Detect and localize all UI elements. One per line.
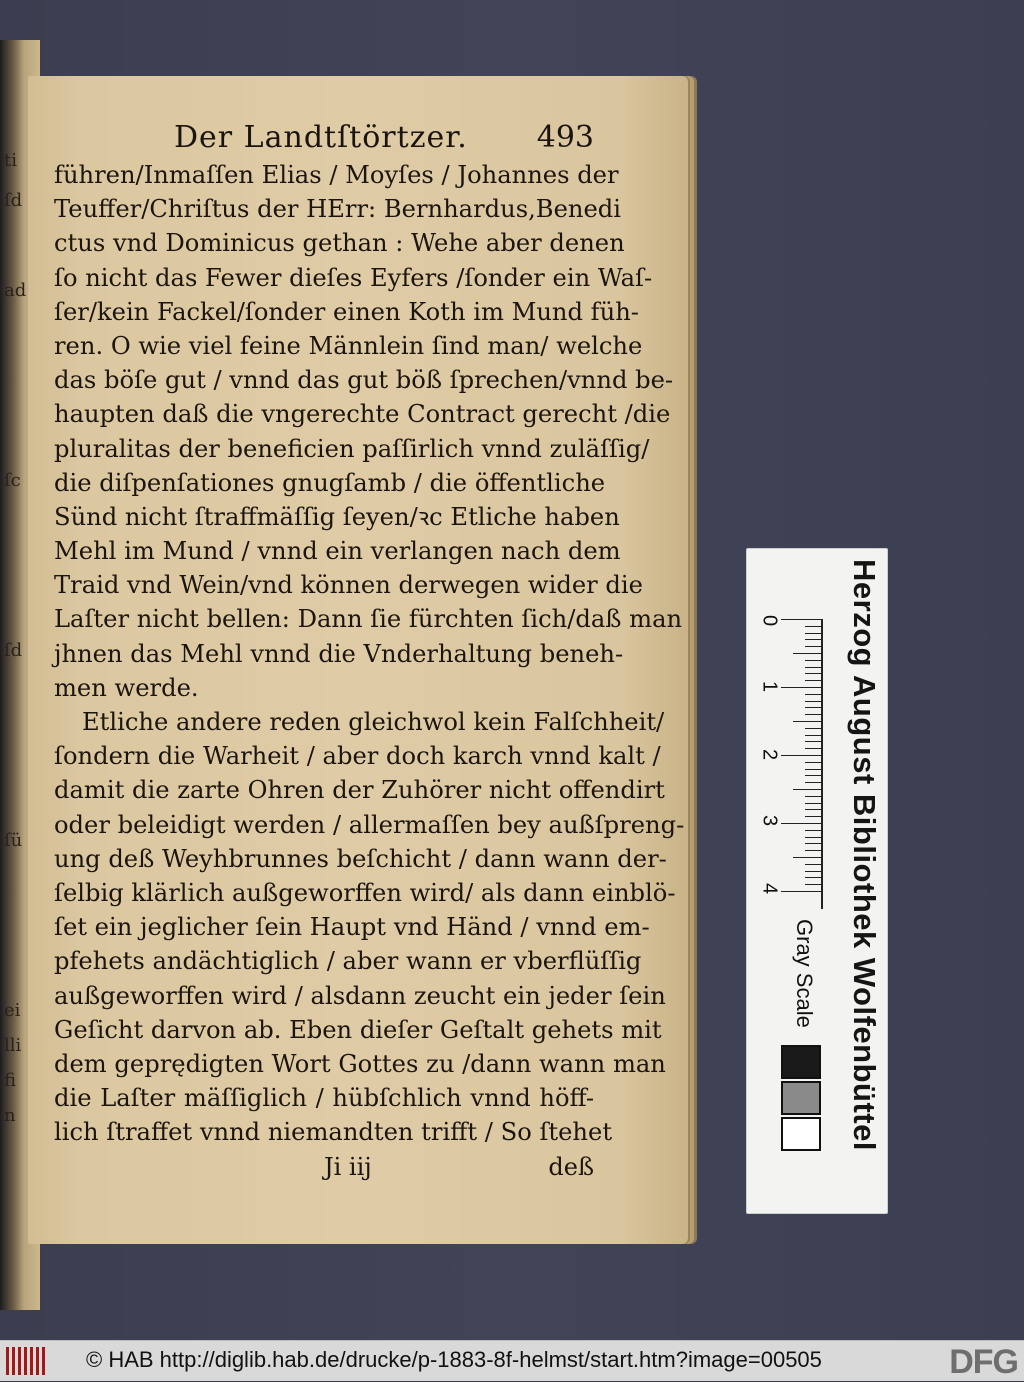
card-title-area bbox=[839, 559, 889, 1199]
ruler-tick bbox=[805, 714, 821, 715]
ruler-tick bbox=[805, 735, 821, 736]
edge-text-fragment: n bbox=[4, 1105, 16, 1126]
text-line: Traid vnd Wein/vnd können derwegen wider die bbox=[54, 571, 643, 600]
text-line: Mehl im Mund / vnnd ein verlangen nach dem bbox=[54, 537, 621, 566]
text-line: men werde. bbox=[54, 673, 199, 702]
ruler-tick bbox=[805, 748, 821, 749]
ruler-tick bbox=[805, 762, 821, 763]
text-line: ſo nicht das Fewer dieſes Eyfers /ſonder ein Waſ- bbox=[54, 263, 653, 292]
ruler-tick bbox=[805, 667, 821, 668]
text-line: außgeworffen wird / alsdann zeucht ein jeder ſein bbox=[54, 981, 666, 1010]
text-line: lich ſtraffet vnnd niemandten trifft / So ſtehet bbox=[54, 1118, 613, 1147]
text-line: ren. O wie viel feine Männlein ſind man/ welche bbox=[54, 331, 643, 360]
text-line: die diſpenſationes gnugſamb / die öffentliche bbox=[54, 468, 606, 497]
card-title: Herzog August Bibliothek Wolfenbüttel bbox=[847, 559, 882, 1151]
page-footer bbox=[54, 1153, 594, 1187]
running-head bbox=[54, 120, 594, 158]
ruler-tick bbox=[805, 843, 821, 844]
text-line: ung deß Weyhbrunnes beſchicht / dann wann der- bbox=[54, 844, 667, 873]
ruler-tick bbox=[781, 687, 821, 688]
ruler-tick bbox=[781, 619, 821, 620]
text-line: dem geprędigten Wort Gottes zu /dann wann man bbox=[54, 1049, 666, 1078]
text-line: ſelbig klärlich außgeworffen wird/ als dann einblö- bbox=[54, 878, 676, 907]
text-line: haupten daß die vngerechte Contract gerecht /die bbox=[54, 400, 671, 429]
text-line: Etliche andere reden gleichwol kein Falſchheit/ bbox=[82, 708, 665, 736]
running-title: Der Landtſtörtzer. bbox=[174, 120, 468, 155]
text-line: damit die zarte Ohren der Zuhörer nicht offendirt bbox=[54, 776, 665, 805]
ruler-tick bbox=[805, 877, 821, 878]
body-text bbox=[54, 158, 685, 1149]
ruler-tick bbox=[805, 646, 821, 647]
ruler-tick bbox=[793, 857, 821, 858]
text-line: die Laſter mäſſiglich / hübſchlich vnnd höff- bbox=[54, 1084, 594, 1113]
ruler-number: 3 bbox=[758, 814, 781, 827]
ruler-tick bbox=[793, 721, 821, 722]
cm-ruler bbox=[757, 609, 835, 909]
ruler-tick bbox=[805, 701, 821, 702]
ruler-number: 4 bbox=[758, 882, 781, 895]
text-line: oder beleidigt werden / allermaſſen bey außſpreng- bbox=[54, 810, 685, 839]
text-line: ſondern die Warheit / aber doch karch vnnd kalt / bbox=[54, 742, 661, 771]
ruler-tick bbox=[805, 680, 821, 681]
book-page bbox=[28, 76, 688, 1244]
text-line: ſet ein jeglicher ſein Haupt vnd Händ / vnnd em- bbox=[54, 913, 650, 942]
text-line: Sünd nicht ſtraffmäſſig ſeyen/ꝛc Etliche haben bbox=[54, 502, 620, 531]
ruler-number: 2 bbox=[758, 748, 781, 761]
text-line: jhnen das Mehl vnnd die Vnderhaltung beneh- bbox=[54, 639, 624, 668]
edge-text-fragment: fi bbox=[4, 1070, 17, 1091]
text-line: Geſicht darvon ab. Eben dieſer Geſtalt gehets mit bbox=[54, 1015, 662, 1044]
grayscale-label: Gray Scale bbox=[792, 919, 817, 1028]
ruler-tick bbox=[805, 864, 821, 865]
edge-text-fragment: ſü bbox=[4, 830, 23, 851]
page-number: 493 bbox=[536, 120, 594, 155]
ruler-tick bbox=[781, 823, 821, 824]
signature-mark: Ji iij bbox=[324, 1153, 372, 1182]
ruler-tick bbox=[805, 871, 821, 872]
edge-text-fragment: ti bbox=[4, 150, 17, 171]
ruler-tick bbox=[805, 673, 821, 674]
text-line: ſer/kein Fackel/ſonder einen Koth im Mund füh- bbox=[54, 297, 639, 326]
catchword: deß bbox=[548, 1153, 594, 1182]
scale-card bbox=[746, 548, 888, 1214]
edge-text-fragment: ad bbox=[4, 280, 27, 301]
edge-text-fragment: ſd bbox=[4, 190, 23, 211]
grayscale-swatch bbox=[781, 1081, 821, 1115]
ruler-tick bbox=[805, 830, 821, 831]
ruler-tick bbox=[793, 789, 821, 790]
text-line: ctus vnd Dominicus gethan : Wehe aber denen bbox=[54, 229, 625, 258]
ruler-number: 0 bbox=[758, 614, 781, 627]
text-line: pfehets andächtiglich / aber wann er vberflüſſig bbox=[54, 947, 642, 976]
viewer-footer bbox=[0, 1340, 1024, 1381]
ruler-tick bbox=[805, 633, 821, 634]
ruler-tick bbox=[805, 775, 821, 776]
text-line: pluralitas der beneficien paſſirlich vnnd zuläſſig/ bbox=[54, 434, 650, 463]
text-line: das böſe gut / vnnd das gut böß ſprechen/vnnd be- bbox=[54, 366, 674, 395]
ruler-number: 1 bbox=[758, 680, 781, 693]
ruler-tick bbox=[805, 707, 821, 708]
ruler-tick bbox=[805, 660, 821, 661]
ruler-tick bbox=[805, 837, 821, 838]
ruler-tick bbox=[805, 694, 821, 695]
ruler-tick bbox=[805, 796, 821, 797]
ruler-tick bbox=[793, 653, 821, 654]
text-line: Laſter nicht bellen: Dann ſie fürchten ſich/daß man bbox=[54, 605, 683, 634]
grayscale-swatch bbox=[781, 1117, 821, 1151]
ruler-tick bbox=[781, 891, 821, 892]
ruler-tick bbox=[805, 782, 821, 783]
ruler-tick bbox=[805, 769, 821, 770]
ruler-tick bbox=[805, 728, 821, 729]
dfg-logo: DFG bbox=[949, 1343, 1018, 1381]
ruler-tick bbox=[805, 809, 821, 810]
edge-text-fragment: ei bbox=[4, 1000, 21, 1021]
edge-text-fragment: lli bbox=[4, 1035, 22, 1056]
ruler-tick bbox=[781, 755, 821, 756]
edge-text-fragment: ſd bbox=[4, 640, 23, 661]
copyright-link[interactable]: © HAB http://diglib.hab.de/drucke/p-1883-8f-helmst/start.htm?image=00505 bbox=[86, 1347, 822, 1372]
ruler-tick bbox=[805, 741, 821, 742]
ruler-tick bbox=[805, 639, 821, 640]
ruler-tick bbox=[805, 803, 821, 804]
grayscale-swatch bbox=[781, 1045, 821, 1079]
text-line: führen/Inmaſſen Elias / Moyſes / Johannes der bbox=[54, 161, 619, 189]
ruler-tick bbox=[805, 626, 821, 627]
ruler-tick bbox=[805, 850, 821, 851]
edge-text-fragment: ſc bbox=[4, 470, 21, 491]
page-text-block bbox=[54, 120, 685, 1187]
ruler-tick bbox=[805, 884, 821, 885]
hab-logo-icon bbox=[6, 1347, 46, 1375]
ruler-tick bbox=[805, 816, 821, 817]
text-line: Teuffer/Chriſtus der HErr: Bernhardus,Benedi bbox=[54, 195, 621, 224]
ruler-spine bbox=[821, 619, 823, 909]
